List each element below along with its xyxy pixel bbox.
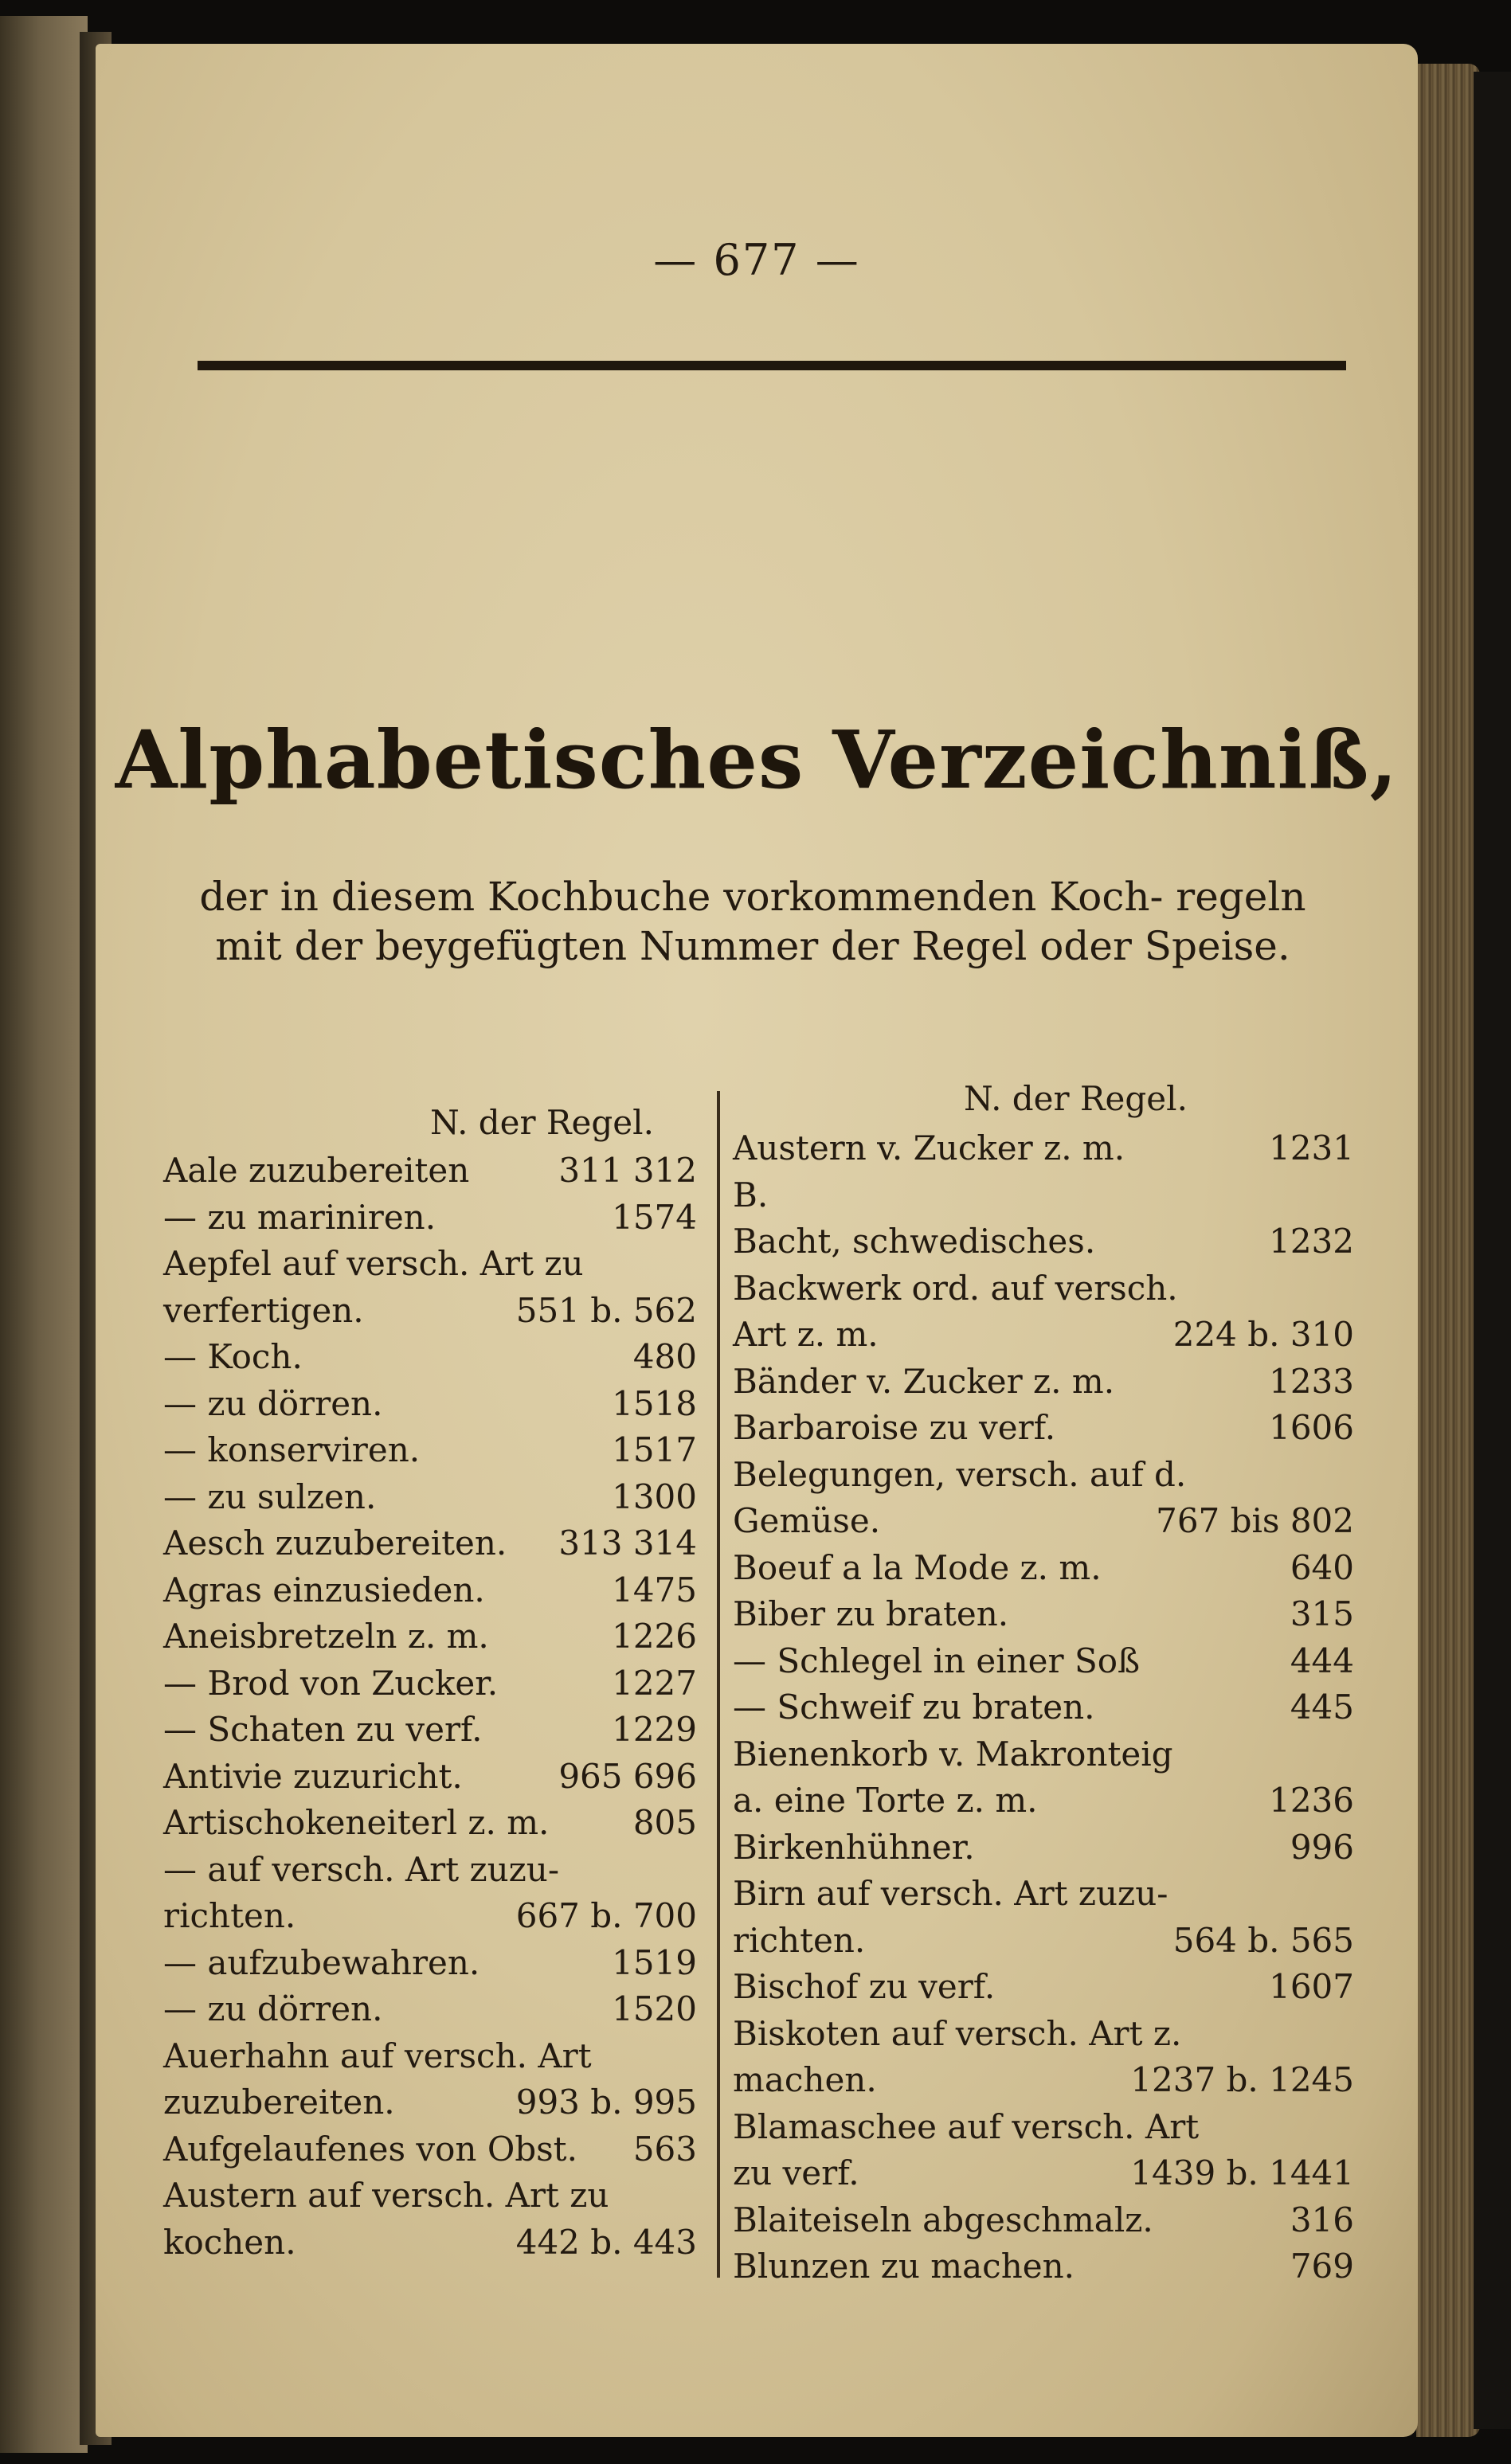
entry-term: Artischokeneiterl z. m. bbox=[163, 1803, 550, 1842]
entry-term: Bischof zu verf. bbox=[733, 1967, 996, 2006]
entry-rule-number: 445 bbox=[1290, 1688, 1354, 1727]
entry-rule-number: 1233 bbox=[1269, 1361, 1354, 1401]
entry-term: Agras einzusieden. bbox=[163, 1570, 485, 1609]
entry-rule-number: 1475 bbox=[612, 1570, 697, 1609]
left-index-entry bbox=[163, 1896, 697, 1938]
entry-term: verfertigen. bbox=[163, 1290, 364, 1330]
entry-term: — zu mariniren. bbox=[163, 1197, 436, 1237]
right-index-entry bbox=[733, 1128, 1354, 1170]
entry-term: Bänder v. Zucker z. m. bbox=[733, 1361, 1115, 1401]
right-column-header: N. der Regel. bbox=[964, 1079, 1188, 1118]
entry-rule-number: 1606 bbox=[1269, 1408, 1354, 1447]
entry-term: Blunzen zu machen. bbox=[733, 2247, 1075, 2286]
entry-term: Birkenhühner. bbox=[733, 1827, 975, 1867]
right-index-entry bbox=[733, 2153, 1354, 2195]
left-index-entry bbox=[163, 2036, 697, 2078]
left-index-entry bbox=[163, 1337, 697, 1379]
entry-term: B. bbox=[733, 1175, 769, 1214]
entry-rule-number: 993 b. 995 bbox=[515, 2083, 697, 2122]
entry-rule-number: 444 bbox=[1290, 1641, 1354, 1680]
entry-rule-number: 1226 bbox=[612, 1617, 697, 1656]
entry-rule-number: 313 314 bbox=[558, 1523, 697, 1562]
entry-rule-number: 667 b. 700 bbox=[515, 1896, 697, 1935]
right-index-entry bbox=[733, 1688, 1354, 1729]
entry-rule-number: 564 b. 565 bbox=[1172, 1920, 1354, 1960]
left-index-entry bbox=[163, 2223, 697, 2264]
entry-term: — Brod von Zucker. bbox=[163, 1663, 499, 1703]
right-index-entry bbox=[733, 1874, 1354, 1915]
left-index-entry bbox=[163, 1430, 697, 1472]
entry-term: — Schlegel in einer Soß bbox=[733, 1641, 1141, 1680]
index-heading: Alphabetisches Verzeichniß, bbox=[115, 713, 1399, 807]
entry-term: a. eine Torte z. m. bbox=[733, 1781, 1038, 1820]
left-index-entry bbox=[163, 2083, 697, 2124]
entry-rule-number: 1229 bbox=[612, 1710, 697, 1749]
right-index-entry bbox=[733, 1921, 1354, 1962]
entry-term: Aale zuzubereiten bbox=[163, 1151, 470, 1190]
left-index-entry bbox=[163, 1943, 697, 1985]
right-index-entry bbox=[733, 1594, 1354, 1636]
entry-term: richten. bbox=[163, 1896, 296, 1935]
entry-term: Austern auf versch. Art zu bbox=[163, 2176, 609, 2215]
entry-term: zu verf. bbox=[733, 2153, 859, 2192]
entry-rule-number: 442 b. 443 bbox=[515, 2222, 697, 2262]
entry-rule-number: 563 bbox=[632, 2129, 697, 2169]
entry-rule-number: 640 bbox=[1290, 1547, 1354, 1587]
left-index-entry bbox=[163, 1570, 697, 1612]
entry-rule-number: 767 bis 802 bbox=[1156, 1501, 1354, 1540]
right-index-entry bbox=[733, 2107, 1354, 2149]
right-index-entry bbox=[733, 1362, 1354, 1403]
entry-rule-number: 1607 bbox=[1269, 1967, 1354, 2006]
right-index-entry bbox=[733, 2014, 1354, 2055]
right-index-entry bbox=[733, 2200, 1354, 2242]
facing-page-edge bbox=[0, 16, 88, 2453]
left-index-entry bbox=[163, 1757, 697, 1798]
left-index-entry bbox=[163, 1803, 697, 1844]
entry-term: Bacht, schwedisches. bbox=[733, 1222, 1096, 1261]
entry-term: — konserviren. bbox=[163, 1430, 421, 1469]
page-stack-edge bbox=[1416, 64, 1480, 2437]
right-index-entry bbox=[733, 2060, 1354, 2102]
entry-term: Art z. m. bbox=[733, 1315, 879, 1354]
entry-rule-number: 315 bbox=[1290, 1594, 1354, 1633]
entry-term: Belegungen, versch. auf d. bbox=[733, 1454, 1187, 1494]
page-number: — 677 — bbox=[653, 235, 860, 285]
entry-term: Austern v. Zucker z. m. bbox=[733, 1128, 1125, 1167]
entry-term: Aufgelaufenes von Obst. bbox=[163, 2129, 577, 2169]
entry-rule-number: 1300 bbox=[612, 1476, 697, 1516]
left-index-entry bbox=[163, 1244, 697, 1285]
entry-rule-number: 769 bbox=[1290, 2247, 1354, 2286]
entry-term: richten. bbox=[733, 1920, 866, 1960]
left-index-entry bbox=[163, 1664, 697, 1705]
left-index-entry bbox=[163, 1850, 697, 1891]
entry-term: Antivie zuzuricht. bbox=[163, 1756, 463, 1796]
entry-term: Blamaschee auf versch. Art bbox=[733, 2106, 1200, 2146]
entry-rule-number: 1518 bbox=[612, 1383, 697, 1423]
right-index-entry bbox=[733, 1408, 1354, 1449]
entry-rule-number: 805 bbox=[632, 1803, 697, 1842]
left-index-entry bbox=[163, 1477, 697, 1519]
entry-rule-number: 224 b. 310 bbox=[1172, 1315, 1354, 1354]
entry-term: — Koch. bbox=[163, 1337, 303, 1376]
entry-term: Barbaroise zu verf. bbox=[733, 1408, 1056, 1447]
entry-term: Auerhahn auf versch. Art bbox=[163, 2036, 592, 2075]
entry-rule-number: 996 bbox=[1290, 1827, 1354, 1867]
entry-term: kochen. bbox=[163, 2222, 296, 2262]
entry-term: — zu sulzen. bbox=[163, 1476, 377, 1516]
entry-term: — Schweif zu braten. bbox=[733, 1688, 1095, 1727]
entry-term: — zu dörren. bbox=[163, 1989, 383, 2028]
entry-rule-number: 1227 bbox=[612, 1663, 697, 1703]
right-index-entry bbox=[733, 1548, 1354, 1590]
entry-term: Gemüse. bbox=[733, 1501, 881, 1540]
entry-term: — auf versch. Art zuzu- bbox=[163, 1849, 560, 1889]
entry-rule-number: 1517 bbox=[612, 1430, 697, 1469]
book-page bbox=[96, 44, 1418, 2437]
entry-term: zuzubereiten. bbox=[163, 2083, 395, 2122]
entry-rule-number: 1232 bbox=[1269, 1222, 1354, 1261]
entry-rule-number: 316 bbox=[1290, 2200, 1354, 2239]
right-index-entry bbox=[733, 1501, 1354, 1543]
column-divider bbox=[717, 1091, 720, 2278]
right-index-entry bbox=[733, 1315, 1354, 1356]
entry-term: Bienenkorb v. Makronteig bbox=[733, 1734, 1173, 1774]
right-index-entry bbox=[733, 1455, 1354, 1496]
entry-rule-number: 311 312 bbox=[558, 1151, 697, 1190]
entry-rule-number: 480 bbox=[632, 1337, 697, 1376]
right-index-entry bbox=[733, 1222, 1354, 1263]
entry-rule-number: 1439 b. 1441 bbox=[1130, 2153, 1354, 2192]
left-column-header: N. der Regel. bbox=[430, 1103, 654, 1142]
left-index-entry bbox=[163, 1710, 697, 1751]
entry-term: Aesch zuzubereiten. bbox=[163, 1523, 507, 1562]
right-index-entry bbox=[733, 2247, 1354, 2288]
background-edge bbox=[1474, 72, 1511, 2429]
right-index-entry bbox=[733, 1269, 1354, 1310]
entry-term: Blaiteiseln abgeschmalz. bbox=[733, 2200, 1153, 2239]
entry-term: Boeuf a la Mode z. m. bbox=[733, 1547, 1102, 1587]
entry-rule-number: 1231 bbox=[1269, 1128, 1354, 1167]
entry-rule-number: 965 696 bbox=[558, 1756, 697, 1796]
right-index-entry bbox=[733, 1828, 1354, 1869]
entry-rule-number: 1236 bbox=[1269, 1781, 1354, 1820]
entry-rule-number: 1237 b. 1245 bbox=[1130, 2060, 1354, 2099]
entry-term: — zu dörren. bbox=[163, 1383, 383, 1423]
left-index-entry bbox=[163, 1523, 697, 1565]
entry-term: Backwerk ord. auf versch. bbox=[733, 1268, 1178, 1308]
right-index-entry bbox=[733, 1175, 1354, 1217]
index-subheading: der in diesem Kochbuche vorkommenden Koch- regeln mit der beygefügten Nummer der Regel oder Speise. bbox=[199, 874, 1306, 969]
right-index-entry bbox=[733, 1735, 1354, 1776]
entry-term: Aepfel auf versch. Art zu bbox=[163, 1244, 584, 1283]
entry-term: Biber zu braten. bbox=[733, 1594, 1009, 1633]
entry-rule-number: 1574 bbox=[612, 1197, 697, 1237]
left-index-entry bbox=[163, 1291, 697, 1332]
entry-rule-number: 551 b. 562 bbox=[515, 1290, 697, 1330]
right-index-entry bbox=[733, 1967, 1354, 2008]
entry-term: — aufzubewahren. bbox=[163, 1942, 480, 1982]
left-index-entry bbox=[163, 1384, 697, 1426]
entry-term: Birn auf versch. Art zuzu- bbox=[733, 1874, 1168, 1913]
entry-rule-number: 1519 bbox=[612, 1942, 697, 1982]
entry-rule-number: 1520 bbox=[612, 1989, 697, 2028]
left-index-entry bbox=[163, 1989, 697, 2031]
right-index-entry bbox=[733, 1781, 1354, 1822]
left-index-entry bbox=[163, 1198, 697, 1239]
header-rule bbox=[198, 361, 1346, 370]
left-index-entry bbox=[163, 2176, 697, 2217]
left-index-entry bbox=[163, 1151, 697, 1192]
right-index-entry bbox=[733, 1641, 1354, 1683]
entry-term: Aneisbretzeln z. m. bbox=[163, 1617, 489, 1656]
left-index-entry bbox=[163, 1617, 697, 1658]
left-index-entry bbox=[163, 2130, 697, 2171]
entry-term: Biskoten auf versch. Art z. bbox=[733, 2013, 1182, 2053]
entry-term: — Schaten zu verf. bbox=[163, 1710, 483, 1749]
entry-term: machen. bbox=[733, 2060, 877, 2099]
